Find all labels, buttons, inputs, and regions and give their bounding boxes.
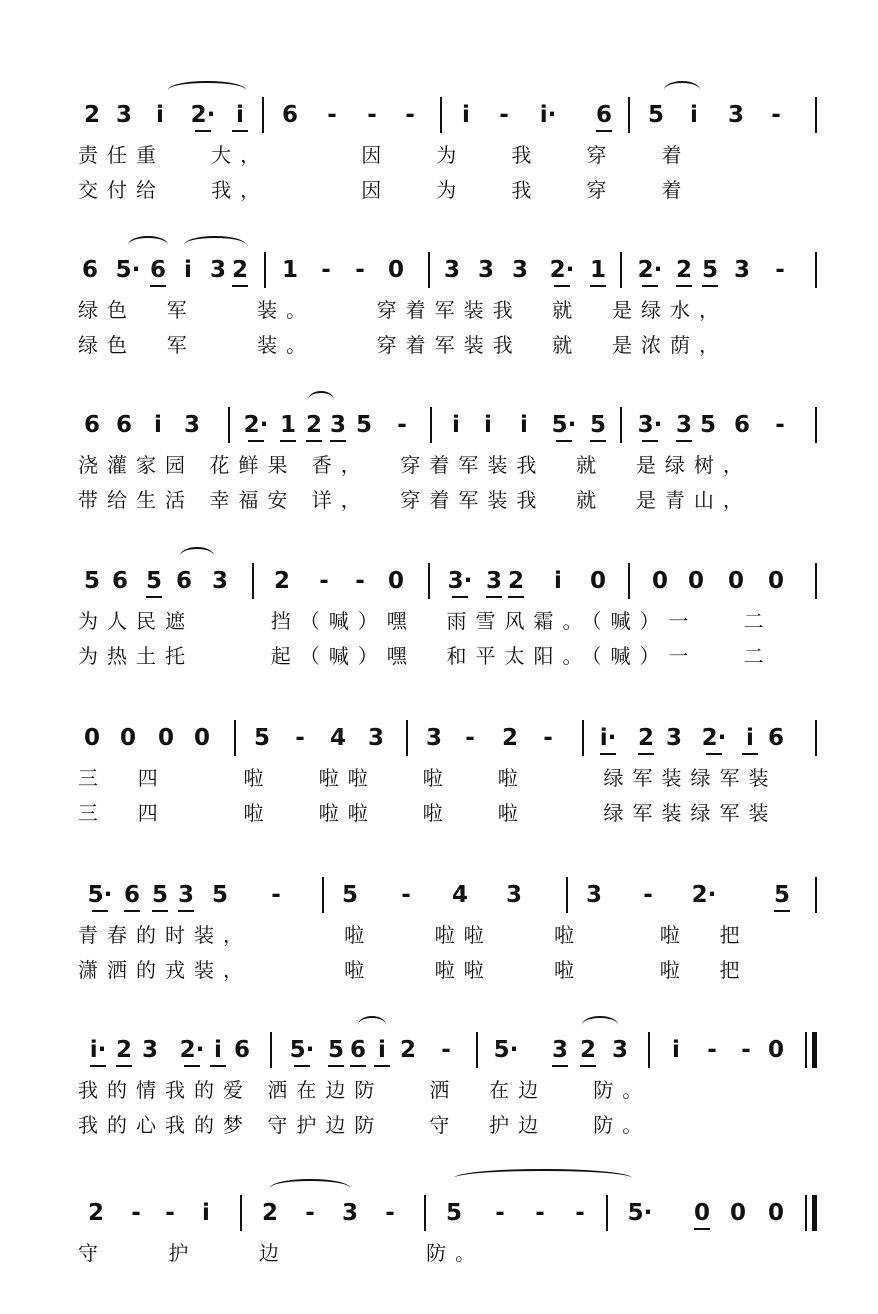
slur xyxy=(454,1169,632,1187)
note: 5· xyxy=(549,405,579,445)
note: 5· xyxy=(287,1030,317,1070)
note: 6 xyxy=(117,875,147,915)
note: - xyxy=(327,102,337,128)
note: 0 xyxy=(687,1193,717,1233)
note: - xyxy=(305,1200,315,1226)
lyric-line-1: 绿色 军 装。 穿着军装我 就 是绿水， xyxy=(78,298,729,322)
note: 1 xyxy=(583,250,613,290)
bar-line xyxy=(620,407,622,443)
lyric-line-1: 守 护 边 防。 xyxy=(78,1241,485,1265)
note: - xyxy=(775,257,785,283)
note: 6 xyxy=(733,412,750,438)
note: - xyxy=(271,882,281,908)
slur xyxy=(270,1179,350,1197)
bar-line xyxy=(620,252,622,288)
note: 5 xyxy=(767,875,797,915)
note: 6 xyxy=(115,412,132,438)
note: 1 xyxy=(273,405,303,445)
lyric-line-2: 为热土托 起（喊）嘿 和平太阳。（喊）一 二 xyxy=(78,644,773,668)
lyric-line-1: 为人民遮 挡（喊）嘿 雨雪风霜。（喊）一 二 xyxy=(78,609,773,633)
note: 2 xyxy=(83,102,100,128)
bar-line xyxy=(815,720,817,756)
lyric-line-2: 潇洒的戎装， 啦 啦啦 啦 啦 把 xyxy=(78,958,749,982)
note: - xyxy=(295,725,305,751)
note: 6 xyxy=(175,568,192,594)
note: - xyxy=(643,882,653,908)
note: i· xyxy=(83,1030,113,1070)
note: 3 xyxy=(209,257,226,283)
note: 0 xyxy=(767,1037,784,1063)
bar-line xyxy=(234,720,236,756)
note: 0 xyxy=(83,725,100,751)
note: 1 xyxy=(281,257,298,283)
note: i xyxy=(452,412,460,438)
note: 2· xyxy=(188,95,218,135)
note: 5 xyxy=(355,412,372,438)
note: 3 xyxy=(183,412,200,438)
note: 5· xyxy=(85,875,115,915)
note: 5 xyxy=(83,568,100,594)
note: - xyxy=(495,1200,505,1226)
note: - xyxy=(355,568,365,594)
note: 2 xyxy=(573,1030,603,1070)
note: i xyxy=(520,412,528,438)
note: - xyxy=(401,882,411,908)
slur xyxy=(358,1016,386,1034)
note: 2 xyxy=(501,725,518,751)
bar-line xyxy=(240,1195,242,1231)
note: 3 xyxy=(477,257,494,283)
note: 3 xyxy=(479,561,509,601)
note: - xyxy=(319,568,329,594)
bar-line xyxy=(815,252,817,288)
note: 5 xyxy=(321,1030,351,1070)
bar-line xyxy=(815,407,817,443)
note: - xyxy=(441,1037,451,1063)
bar-line xyxy=(264,252,266,288)
note: 0 xyxy=(119,725,136,751)
note: 5 xyxy=(211,882,228,908)
note: 6 xyxy=(111,568,128,594)
lyric-line-2: 带给生活 幸福安 详， 穿着军装我 就 是青山， xyxy=(78,488,752,512)
note: 3 xyxy=(727,102,744,128)
note: 5· xyxy=(627,1200,653,1226)
note: 0 xyxy=(651,568,668,594)
note: 6 xyxy=(143,250,173,290)
note: 3 xyxy=(665,725,682,751)
note: 0 xyxy=(729,1200,746,1226)
note: - xyxy=(771,102,781,128)
note: i xyxy=(735,718,765,758)
bar-line xyxy=(322,877,324,913)
bar-line xyxy=(815,97,817,133)
note: - xyxy=(543,725,553,751)
note: 3 xyxy=(585,882,602,908)
lyric-line-2: 三 四 啦 啦啦 啦 啦 绿军装绿军装 xyxy=(78,801,778,825)
slur xyxy=(308,391,334,409)
slur xyxy=(128,236,168,254)
note: 0 xyxy=(157,725,174,751)
note: - xyxy=(355,257,365,283)
bar-line xyxy=(815,877,817,913)
note: 3 xyxy=(545,1030,575,1070)
note: 3 xyxy=(171,875,201,915)
note: - xyxy=(165,1200,175,1226)
note: 2 xyxy=(225,250,255,290)
note: 2 xyxy=(299,405,329,445)
note: 5 xyxy=(583,405,613,445)
note: - xyxy=(775,412,785,438)
lyric-line-1: 三 四 啦 啦啦 啦 啦 绿军装绿军装 xyxy=(78,766,778,790)
note: i xyxy=(462,102,470,128)
note: i xyxy=(484,412,492,438)
note: 2 xyxy=(399,1037,416,1063)
note: 3 xyxy=(367,725,384,751)
note: 3 xyxy=(511,257,528,283)
note: 5 xyxy=(445,1200,462,1226)
note: 0 xyxy=(387,568,404,594)
note: i xyxy=(225,95,255,135)
note: 5 xyxy=(341,882,358,908)
note: - xyxy=(385,1200,395,1226)
final-barline xyxy=(805,1195,817,1231)
lyric-line-2: 绿色 军 装。 穿着军装我 就 是浓荫， xyxy=(78,333,729,357)
note: 4 xyxy=(329,725,346,751)
note: - xyxy=(741,1037,751,1063)
note: 2 xyxy=(109,1030,139,1070)
note: 3 xyxy=(733,257,750,283)
slur xyxy=(168,81,246,99)
note: - xyxy=(499,102,509,128)
bar-line xyxy=(566,877,568,913)
note: - xyxy=(405,102,415,128)
notation-line xyxy=(0,561,878,601)
bar-line xyxy=(252,563,254,599)
notation-line xyxy=(0,405,878,445)
note: 6 xyxy=(233,1037,250,1063)
note: i xyxy=(154,412,162,438)
lyric-line-1: 我的情我的爱 洒在边防 洒 在边 防。 xyxy=(78,1078,652,1102)
note: 0 xyxy=(727,568,744,594)
note: - xyxy=(535,1200,545,1226)
note: i xyxy=(690,102,698,128)
lyric-line-1: 浇灌家园 花鲜果 香， 穿着军装我 就 是绿树， xyxy=(78,453,752,477)
note: 2· xyxy=(635,250,665,290)
note: - xyxy=(367,102,377,128)
note: 4 xyxy=(451,882,468,908)
note: 2 xyxy=(501,561,531,601)
note: i· xyxy=(539,102,557,128)
note: 0 xyxy=(767,1200,784,1226)
note: 3 xyxy=(505,882,522,908)
note: 6 xyxy=(767,725,784,751)
bar-line xyxy=(476,1032,478,1068)
note: 2 xyxy=(261,1200,278,1226)
note: 3 xyxy=(443,257,460,283)
note: 6 xyxy=(81,257,98,283)
note: i xyxy=(554,568,562,594)
note: 6 xyxy=(83,412,100,438)
slur xyxy=(184,236,246,254)
bar-line xyxy=(262,97,264,133)
note: 0 xyxy=(589,568,606,594)
note: 0 xyxy=(387,257,404,283)
bar-line xyxy=(228,407,230,443)
slur xyxy=(664,81,700,99)
note: 0 xyxy=(687,568,704,594)
notation-line xyxy=(0,95,878,135)
bar-line xyxy=(606,1195,608,1231)
note: 3 xyxy=(611,1037,628,1063)
note: 2 xyxy=(273,568,290,594)
bar-line xyxy=(628,563,630,599)
note: 5 xyxy=(253,725,270,751)
notation-line xyxy=(0,875,878,915)
note: 5 xyxy=(139,561,169,601)
note: 6 xyxy=(343,1030,373,1070)
note: 5· xyxy=(115,257,141,283)
note: 5 xyxy=(145,875,175,915)
note: i xyxy=(202,1200,210,1226)
note: - xyxy=(131,1200,141,1226)
note: 2· xyxy=(691,882,717,908)
note: 6 xyxy=(281,102,298,128)
bar-line xyxy=(406,720,408,756)
note: 2· xyxy=(241,405,271,445)
bar-line xyxy=(440,97,442,133)
note: i xyxy=(203,1030,233,1070)
notation-line xyxy=(0,718,878,758)
note: 3 xyxy=(115,102,132,128)
slur xyxy=(180,547,214,565)
bar-line xyxy=(628,97,630,133)
note: 5 xyxy=(647,102,664,128)
note: 5 xyxy=(699,412,716,438)
note: 3 xyxy=(211,568,228,594)
note: - xyxy=(397,412,407,438)
bar-line xyxy=(582,720,584,756)
note: i xyxy=(367,1030,397,1070)
note: 6 xyxy=(589,95,619,135)
note: i xyxy=(156,102,164,128)
bar-line xyxy=(430,407,432,443)
note: - xyxy=(321,257,331,283)
note: 2 xyxy=(631,718,661,758)
note: 0 xyxy=(193,725,210,751)
note: 3· xyxy=(635,405,665,445)
bar-line xyxy=(424,1195,426,1231)
note: 3 xyxy=(341,1200,358,1226)
note: i xyxy=(672,1037,680,1063)
note: 2 xyxy=(669,250,699,290)
notation-line xyxy=(0,1193,878,1233)
lyric-line-1: 青春的时装， 啦 啦啦 啦 啦 把 xyxy=(78,923,749,947)
note: 2· xyxy=(177,1030,207,1070)
note: - xyxy=(465,725,475,751)
note: i xyxy=(184,257,192,283)
note: 2 xyxy=(87,1200,104,1226)
note: 3 xyxy=(141,1037,158,1063)
note: - xyxy=(575,1200,585,1226)
lyric-line-2: 我的心我的梦 守护边防 守 护边 防。 xyxy=(78,1113,652,1137)
note: 3 xyxy=(323,405,353,445)
lyric-line-1: 责任重 大， 因 为 我 穿 着 xyxy=(78,143,691,167)
note: - xyxy=(707,1037,717,1063)
bar-line xyxy=(270,1032,272,1068)
note: 3· xyxy=(445,561,475,601)
slur xyxy=(582,1016,618,1034)
bar-line xyxy=(428,563,430,599)
bar-line xyxy=(428,252,430,288)
bar-line xyxy=(648,1032,650,1068)
repeat-end-barline xyxy=(805,1032,817,1068)
note: 2· xyxy=(699,718,729,758)
note: 3 xyxy=(425,725,442,751)
notation-line xyxy=(0,250,878,290)
note: 0 xyxy=(767,568,784,594)
lyric-line-2: 交付给 我， 因 为 我 穿 着 xyxy=(78,178,691,202)
note: 3 xyxy=(669,405,699,445)
note: 5 xyxy=(695,250,725,290)
note: 5· xyxy=(493,1037,519,1063)
bar-line xyxy=(815,563,817,599)
notation-line xyxy=(0,1030,878,1070)
note: i· xyxy=(593,718,623,758)
note: 2· xyxy=(547,250,577,290)
